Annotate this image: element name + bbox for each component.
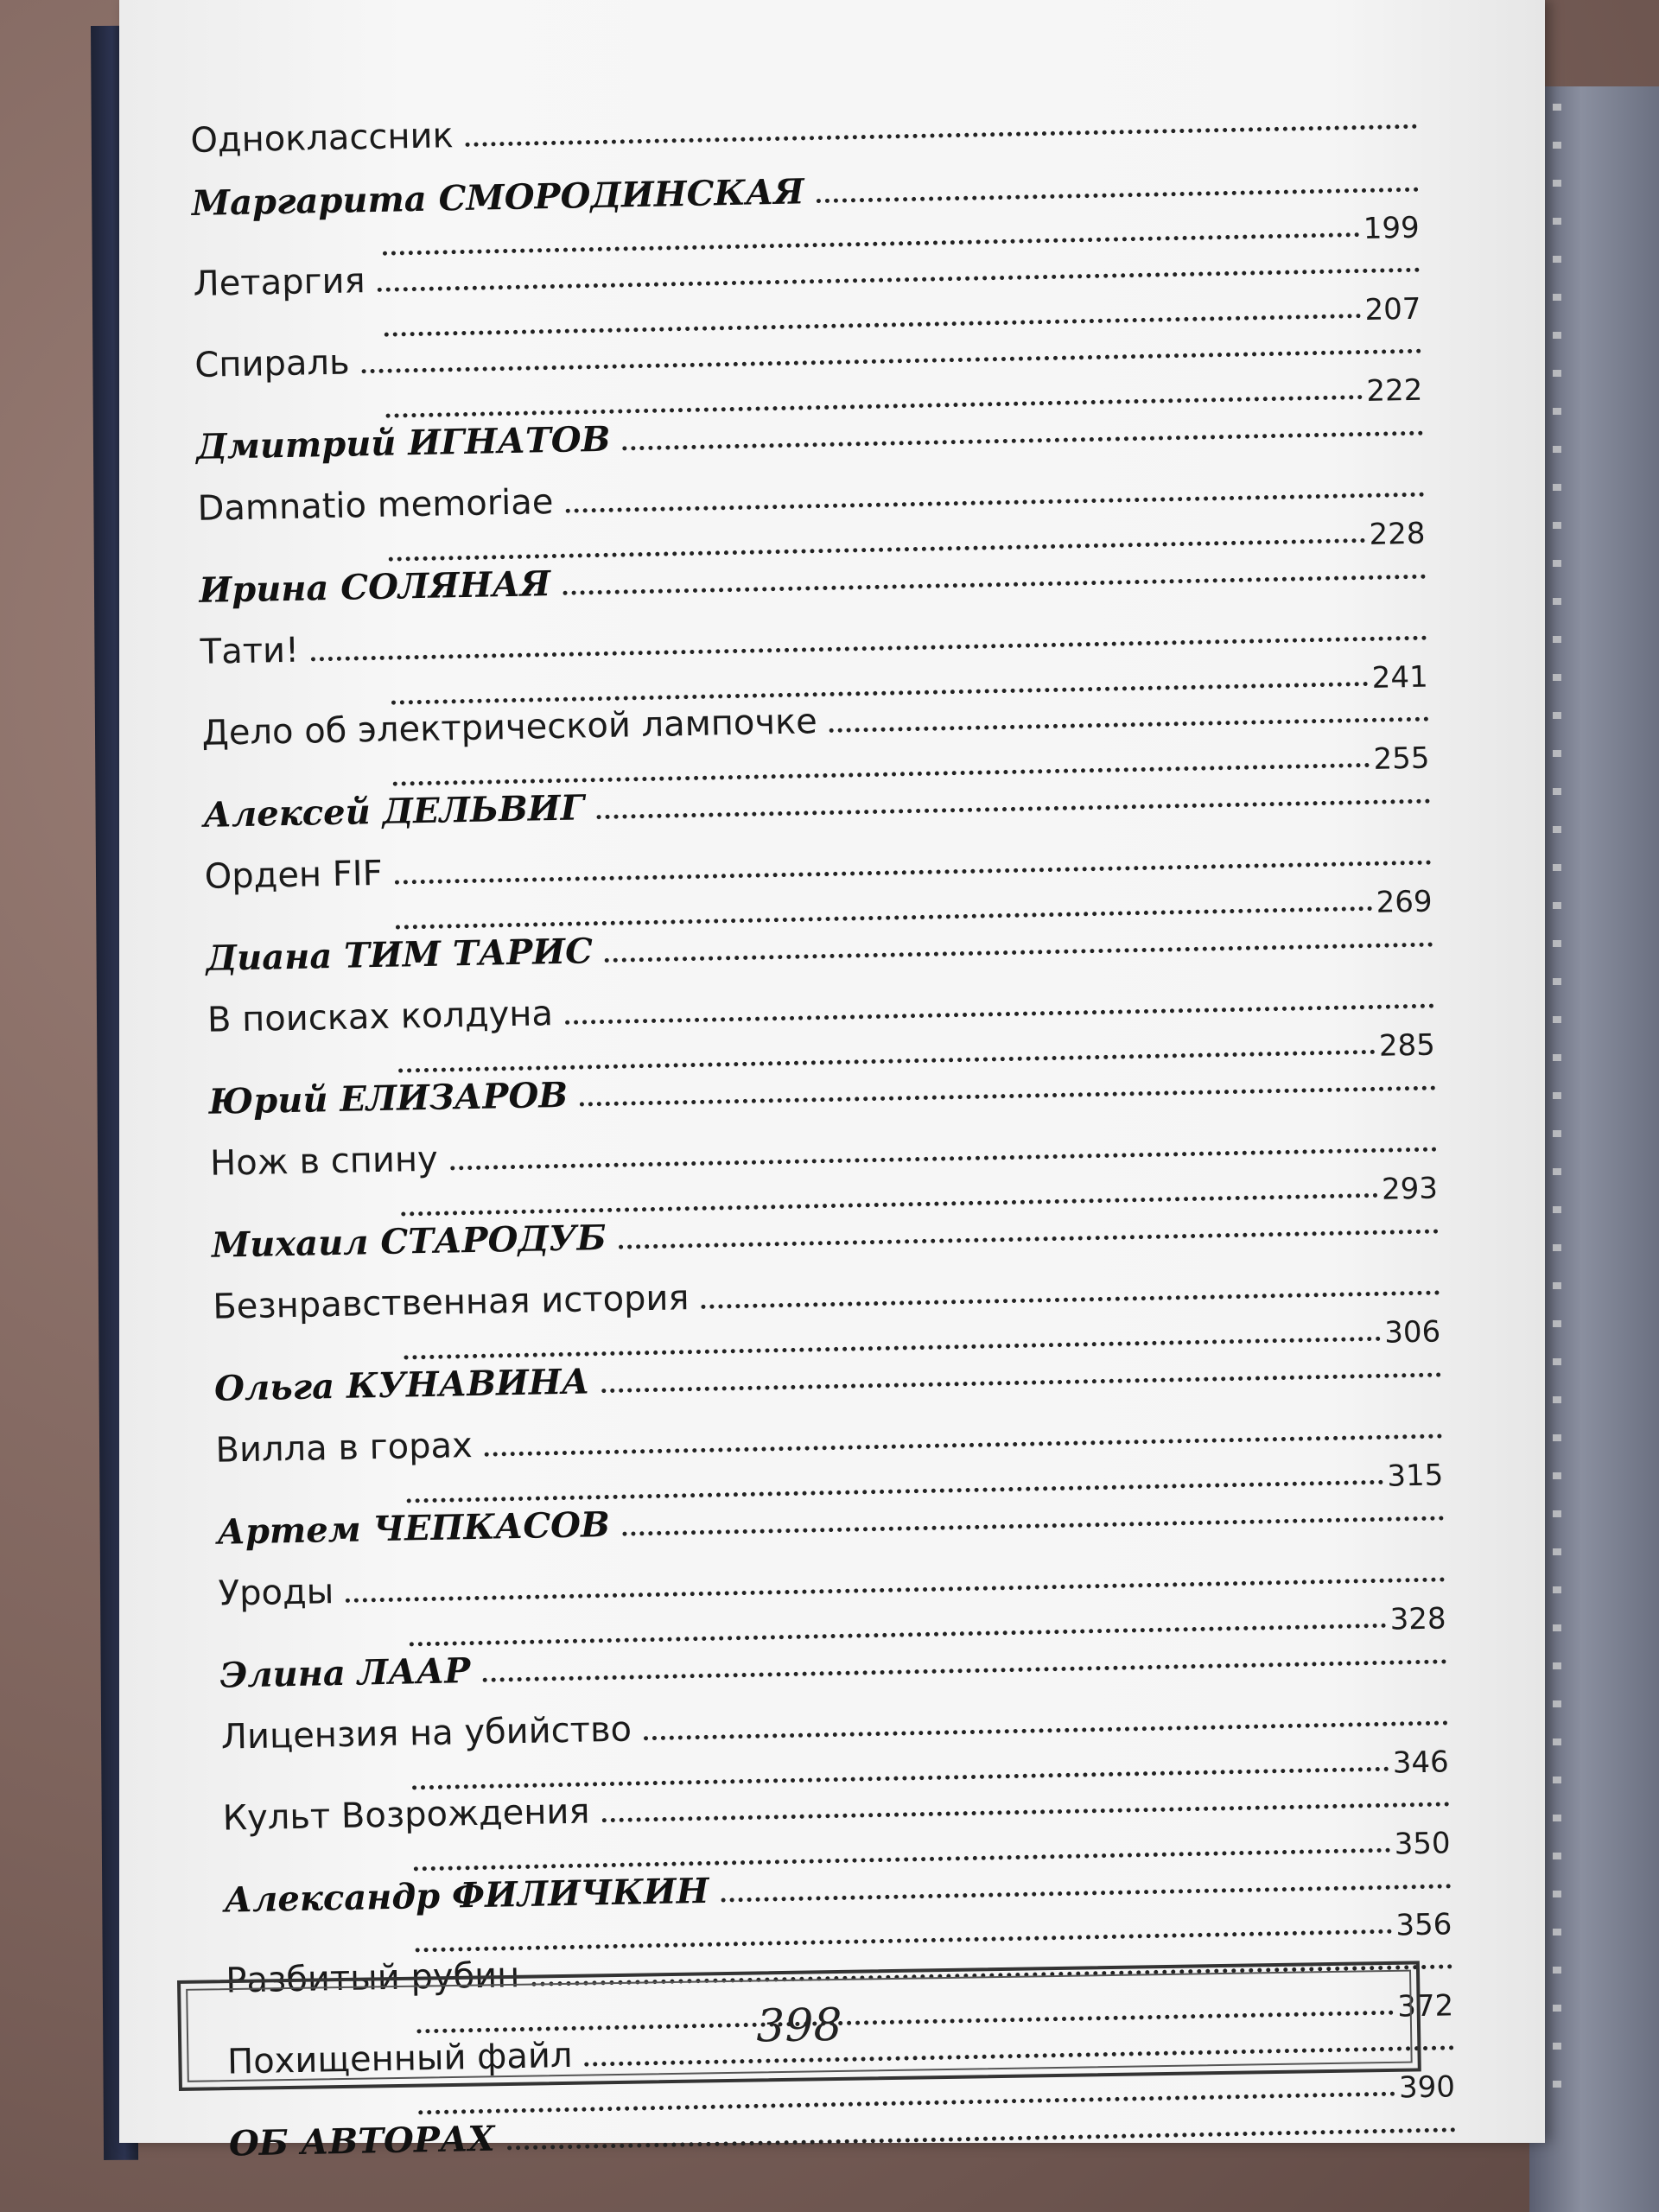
author-name: Дмитрий ИГНАТОВ xyxy=(195,418,611,467)
dot-leader xyxy=(362,349,1422,374)
toc-page-number: 241 xyxy=(1371,659,1429,696)
author-name: Александр ФИЛИЧКИН xyxy=(224,1870,709,1921)
toc-page-number: 350 xyxy=(1394,1826,1451,1862)
dot-leader xyxy=(601,1372,1441,1393)
toc-page-number: 306 xyxy=(1383,1314,1441,1351)
story-title: Одноклассник xyxy=(190,116,454,161)
story-title: Культ Возрождения xyxy=(222,1791,590,1839)
author-name: Михаил СТАРОДУБ xyxy=(211,1217,607,1266)
dot-leader xyxy=(702,1290,1440,1308)
dot-leader xyxy=(466,124,1418,147)
dot-leader xyxy=(580,1086,1436,1107)
binding-stitches xyxy=(1553,104,1561,2117)
author-name: Диана ТИМ ТАРИС xyxy=(206,931,594,979)
dot-leader xyxy=(622,1516,1444,1535)
toc-page-number: 390 xyxy=(1398,2069,1456,2106)
toc-page-number: 346 xyxy=(1392,1745,1450,1781)
story-title: Нож в спину xyxy=(209,1139,439,1184)
dot-leader xyxy=(619,1229,1439,1249)
toc-page-number: 222 xyxy=(1365,372,1423,409)
dot-leader xyxy=(565,1004,1434,1025)
dot-leader xyxy=(563,575,1426,595)
toc-page-number: 255 xyxy=(1373,741,1430,777)
dot-leader xyxy=(311,636,1427,662)
dot-leader xyxy=(596,799,1430,820)
dot-leader xyxy=(507,2127,1456,2150)
dot-leader xyxy=(817,188,1419,203)
story-title: Уроды xyxy=(218,1572,334,1614)
toc-page-number: 293 xyxy=(1381,1171,1439,1207)
toc-page-number: 372 xyxy=(1396,1988,1454,2024)
toc-page-number: 269 xyxy=(1376,884,1433,920)
toc-page-number: 356 xyxy=(1395,1907,1452,1943)
toc-page-number: 228 xyxy=(1369,516,1426,552)
dot-leader xyxy=(566,493,1425,513)
story-title: Лицензия на убийство xyxy=(220,1709,632,1758)
dot-leader xyxy=(485,1433,1443,1456)
author-name: Ирина СОЛЯНАЯ xyxy=(198,563,551,611)
author-name: Маргарита СМОРОДИНСКАЯ xyxy=(191,171,805,224)
author-name: Элина ЛААР xyxy=(219,1650,471,1696)
page-number-frame xyxy=(177,1961,1421,2091)
dot-leader xyxy=(395,861,1432,885)
toc-page-number: 328 xyxy=(1389,1601,1446,1637)
dot-leader xyxy=(644,1720,1448,1740)
story-title: Тати! xyxy=(200,630,300,672)
dot-leader xyxy=(721,1884,1452,1902)
story-title: Безнравственная история xyxy=(212,1278,690,1327)
story-title: Похищенный файл xyxy=(226,2035,573,2082)
table-of-contents xyxy=(190,98,1457,2186)
story-title: Летаргия xyxy=(193,261,366,304)
story-title: Спираль xyxy=(194,342,350,385)
dot-leader xyxy=(378,268,1421,292)
dot-leader xyxy=(623,431,1424,451)
toc-page-number: 207 xyxy=(1364,291,1421,327)
dot-leader xyxy=(450,1147,1437,1171)
toc-page-number: 315 xyxy=(1387,1458,1444,1494)
next-page-edge xyxy=(1529,86,1659,2212)
author-name: Артем ЧЕПКАСОВ xyxy=(216,1503,611,1553)
dot-leader xyxy=(346,1577,1445,1602)
author-name: Ольга КУНАВИНА xyxy=(213,1361,590,1409)
author-name: Юрий ЕЛИЗАРОВ xyxy=(208,1074,569,1122)
dot-leader xyxy=(482,1659,1446,1681)
story-title: Орден FIF xyxy=(204,853,384,897)
story-title: Разбитый рубин xyxy=(225,1955,520,2001)
page-number: 398 xyxy=(755,1999,843,2053)
author-name: Алексей ДЕЛЬВИГ xyxy=(202,787,585,836)
toc-page-number: 199 xyxy=(1363,210,1421,246)
dot-leader xyxy=(830,717,1429,733)
toc-page-number: 285 xyxy=(1378,1027,1436,1064)
story-title: Вилла в горах xyxy=(215,1426,474,1471)
dot-leader xyxy=(602,1802,1450,1822)
story-title: Damnatio memoriae xyxy=(197,482,554,529)
story-title: Дело об электрической лампочке xyxy=(201,702,818,753)
dot-leader xyxy=(605,943,1433,963)
author-name: ОБ АВТОРАХ xyxy=(228,2118,495,2164)
story-title: В поисках колдуна xyxy=(207,994,554,1040)
